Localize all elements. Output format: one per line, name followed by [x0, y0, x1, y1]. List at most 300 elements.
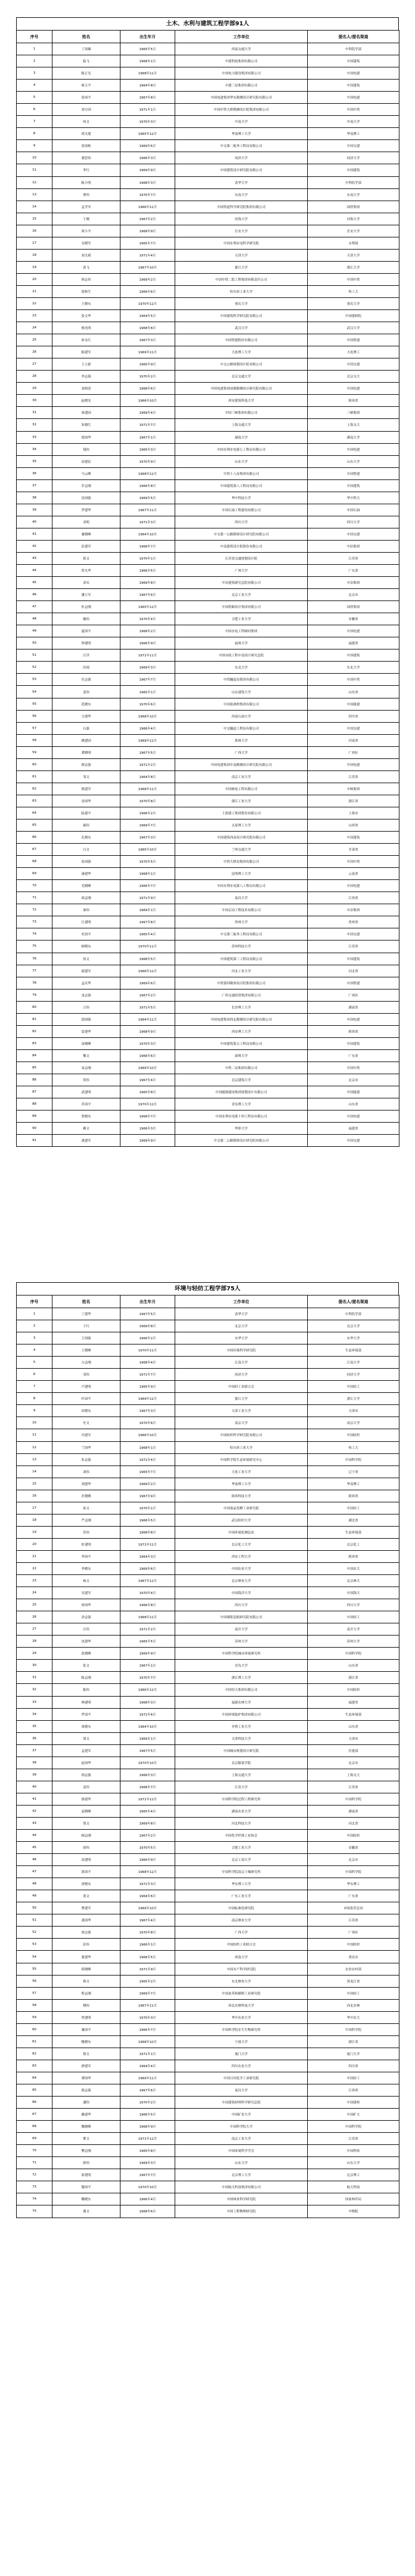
table-row — [17, 1332, 399, 1344]
table-row — [17, 1538, 399, 1550]
cell-index: 27 — [17, 358, 52, 371]
cell-name: 黄飞 — [52, 261, 120, 273]
cell-name: 冀文 — [52, 2205, 120, 2218]
cell-employer: 北京交通大学 — [175, 371, 308, 383]
cell-index: 59 — [17, 746, 52, 758]
table-row — [17, 2205, 399, 2218]
table-row — [17, 940, 399, 953]
cell-employer: 南京工业大学 — [175, 2133, 308, 2145]
cell-index: 9 — [17, 140, 52, 152]
cell-employer: 四川农业大学 — [175, 2060, 308, 2072]
cell-index: 40 — [17, 516, 52, 528]
cell-name: 蔡文 — [52, 2048, 120, 2060]
table-row — [17, 2193, 399, 2205]
cell-employer: 福建农林大学 — [175, 1696, 308, 1708]
cell-index: 2 — [17, 1320, 52, 1332]
cell-birth-date: 1970年11月 — [120, 1344, 175, 1357]
cell-employer: 中国核电工程有限公司 — [175, 783, 308, 795]
cell-index: 65 — [17, 819, 52, 832]
cell-nominator: 广西区 — [308, 1927, 399, 1939]
column-header-name: 姓名 — [52, 31, 120, 43]
section-civil-engineering — [16, 17, 399, 1147]
cell-nominator: 国家林草局 — [308, 2193, 399, 2205]
cell-name: 董思伟 — [52, 152, 120, 164]
cell-birth-date: 1964年8月 — [120, 770, 175, 783]
cell-birth-date: 1966年4月 — [120, 722, 175, 734]
cell-birth-date: 1967年5月 — [120, 746, 175, 758]
cell-index: 70 — [17, 2145, 52, 2157]
table-row — [17, 92, 399, 104]
cell-name: 樊志刚 — [52, 2145, 120, 2157]
cell-name: 朱晓红 — [52, 419, 120, 431]
cell-index: 72 — [17, 904, 52, 916]
cell-nominator: 中国纺织 — [308, 1429, 399, 1441]
table-row — [17, 1062, 399, 1074]
table-row — [17, 832, 399, 844]
cell-employer: 武汉纺织大学 — [175, 1514, 308, 1526]
cell-employer: 同济大学 — [175, 1369, 308, 1381]
cell-nominator: 中国中铁 — [308, 1062, 399, 1074]
cell-employer: 华东理工大学 — [175, 1878, 308, 1890]
cell-employer: 中铁大桥局集团有限公司 — [175, 856, 308, 868]
cell-employer: 宁波大学 — [175, 2035, 308, 2048]
cell-index: 57 — [17, 1987, 52, 1999]
table-row — [17, 297, 399, 309]
table-row — [17, 965, 399, 977]
cell-employer: 北京理工大学 — [175, 2169, 308, 2181]
cell-birth-date: 1970年6月 — [120, 698, 175, 710]
cell-birth-date: 1966年8月 — [120, 1599, 175, 1611]
cell-employer: 中国环境保护集团有限公司 — [175, 1708, 308, 1720]
cell-employer: 中国轻工业联合会 — [175, 1381, 308, 1393]
cell-employer: 中国电建集团中南勘测设计研究院有限公司 — [175, 758, 308, 770]
table-row — [17, 1696, 399, 1708]
cell-index: 46 — [17, 1854, 52, 1866]
cell-employer: 北京服装学院 — [175, 1757, 308, 1769]
cell-name: 邵建军 — [52, 965, 120, 977]
cell-birth-date: 1969年6月 — [120, 1562, 175, 1574]
cell-nominator: 生态环境部 — [308, 1344, 399, 1357]
cell-birth-date: 1969年10月 — [120, 1902, 175, 1914]
cell-index: 75 — [17, 940, 52, 953]
cell-birth-date: 1969年10月 — [120, 1062, 175, 1074]
cell-index: 32 — [17, 1684, 52, 1696]
cell-name: 穆国平 — [52, 2181, 120, 2193]
table-row — [17, 1429, 399, 1441]
cell-birth-date: 1968年8月 — [120, 322, 175, 334]
table-row — [17, 2133, 399, 2145]
cell-name: 陈正光 — [52, 67, 120, 80]
cell-index: 69 — [17, 2133, 52, 2145]
cell-nominator: 中科院学部 — [308, 43, 399, 55]
cell-index: 27 — [17, 1623, 52, 1636]
cell-nominator: 中国建筑 — [308, 832, 399, 844]
cell-nominator: 四川大学 — [308, 1599, 399, 1611]
table-row — [17, 1720, 399, 1732]
cell-name: 方志刚 — [52, 1357, 120, 1369]
cell-name: 周建国 — [52, 407, 120, 419]
cell-index: 17 — [17, 237, 52, 249]
cell-employer: 中国建筑第五工程局有限公司 — [175, 1037, 308, 1049]
table-row — [17, 601, 399, 613]
cell-employer: 中国石油工程建设有限公司 — [175, 504, 308, 516]
table-row — [17, 322, 399, 334]
cell-birth-date: 1967年9月 — [120, 1490, 175, 1502]
cell-name: 谢晓峰 — [52, 528, 120, 540]
cell-index: 6 — [17, 1369, 52, 1381]
cell-nominator: 中国交建 — [308, 722, 399, 734]
cell-employer: 中国京冶工程技术有限公司 — [175, 904, 308, 916]
cell-name: 韩志伟 — [52, 273, 120, 285]
cell-nominator: 华中科大 — [308, 492, 399, 504]
cell-name: 张国栋 — [52, 140, 120, 152]
cell-employer: 中铁第四勘察设计院集团有限公司 — [175, 977, 308, 989]
cell-index: 26 — [17, 1611, 52, 1623]
cell-nominator: 生态环境部 — [308, 1708, 399, 1720]
table-row — [17, 1599, 399, 1611]
cell-name: 康建华 — [52, 868, 120, 880]
cell-nominator: 陕西省 — [308, 1490, 399, 1502]
cell-nominator: 山东省 — [308, 1720, 399, 1732]
cell-index: 33 — [17, 1696, 52, 1708]
cell-employer: 西安工程大学 — [175, 1550, 308, 1562]
cell-nominator: 重庆市 — [308, 1951, 399, 1963]
cell-employer: 中国中铁大桥勘测设计院集团有限公司 — [175, 104, 308, 116]
cell-employer: 中交隧道工程局有限公司 — [175, 722, 308, 734]
cell-employer: 天津大学 — [175, 249, 308, 261]
table-row — [17, 443, 399, 455]
cell-name: 沈建华 — [52, 1636, 120, 1648]
cell-name: 曹伟 — [52, 188, 120, 201]
cell-index: 41 — [17, 1793, 52, 1805]
cell-nominator: 福建省 — [308, 1696, 399, 1708]
cell-birth-date: 1970年11月 — [120, 940, 175, 953]
cell-nominator: 三峡集团 — [308, 407, 399, 419]
cell-index: 64 — [17, 2072, 52, 2084]
cell-name: 贺晓东 — [52, 1111, 120, 1123]
cell-nominator: 哈工大 — [308, 1441, 399, 1453]
cell-nominator: 山东省 — [308, 1098, 399, 1111]
cell-nominator: 东华大学 — [308, 1332, 399, 1344]
cell-index: 42 — [17, 1805, 52, 1817]
table-row — [17, 237, 399, 249]
cell-birth-date: 1970年7月 — [120, 1672, 175, 1684]
table-row — [17, 2181, 399, 2193]
table-row — [17, 1025, 399, 1037]
cell-name: 夏国平 — [52, 625, 120, 637]
cell-index: 45 — [17, 577, 52, 589]
cell-birth-date: 1970年7月 — [120, 188, 175, 201]
cell-index: 62 — [17, 2048, 52, 2060]
cell-name: 鲍晓东 — [52, 2035, 120, 2048]
table-row — [17, 662, 399, 674]
cell-employer: 中国建筑材料科学研究总院 — [175, 2097, 308, 2109]
cell-name: 韩文 — [52, 1975, 120, 1987]
table-row — [17, 492, 399, 504]
cell-birth-date: 1967年4月 — [120, 1914, 175, 1927]
table-row — [17, 565, 399, 577]
table-row — [17, 1575, 399, 1587]
cell-index: 29 — [17, 383, 52, 395]
cell-birth-date: 1971年9月 — [120, 892, 175, 904]
cell-employer: 上海交通大学 — [175, 1769, 308, 1781]
table-row — [17, 249, 399, 261]
cell-nominator: 中国纺织 — [308, 1939, 399, 1951]
table-row — [17, 1587, 399, 1599]
cell-index: 8 — [17, 128, 52, 140]
cell-nominator: 国铁集团 — [308, 201, 399, 213]
cell-employer: 广西交通投资集团有限公司 — [175, 989, 308, 1001]
cell-nominator: 浙江省 — [308, 2035, 399, 2048]
cell-name: 贾文 — [52, 1817, 120, 1829]
cell-birth-date: 1970年10月 — [120, 1757, 175, 1769]
cell-nominator: 江苏省 — [308, 1914, 399, 1927]
table-row — [17, 1999, 399, 2011]
table-row — [17, 698, 399, 710]
table-row — [17, 1854, 399, 1866]
table-row — [17, 1478, 399, 1490]
cell-nominator: 广东省 — [308, 1890, 399, 1902]
cell-birth-date: 1971年2月 — [120, 1623, 175, 1636]
cell-employer: 合肥工业大学 — [175, 613, 308, 625]
cell-birth-date: 1965年5月 — [120, 1636, 175, 1648]
table-row — [17, 649, 399, 662]
table-row — [17, 346, 399, 358]
cell-employer: 浙江理工大学 — [175, 1672, 308, 1684]
cell-nominator: 江苏省 — [308, 940, 399, 953]
cell-birth-date: 1970年5月 — [120, 1842, 175, 1854]
cell-index: 53 — [17, 674, 52, 686]
cell-index: 61 — [17, 2035, 52, 2048]
column-header-nominator: 提名人/提名渠道 — [308, 1295, 399, 1308]
cell-birth-date: 1971年7月 — [120, 1369, 175, 1381]
cell-nominator: 河北省 — [308, 1817, 399, 1829]
table-row — [17, 844, 399, 856]
cell-employer: 中国科学院南京土壤研究所 — [175, 1866, 308, 1878]
cell-birth-date: 1971年1月 — [120, 2048, 175, 2060]
cell-name: 卢建明 — [52, 1381, 120, 1393]
cell-employer: 湖南农业大学 — [175, 1805, 308, 1817]
cell-employer: 合肥工业大学 — [175, 1842, 308, 1854]
cell-name: 李志强 — [52, 371, 120, 383]
cell-employer: 西南大学 — [175, 1951, 308, 1963]
table-row — [17, 334, 399, 346]
cell-index: 72 — [17, 2169, 52, 2181]
cell-employer: 东北林业大学 — [175, 1975, 308, 1987]
cell-nominator: 河南省 — [308, 734, 399, 746]
cell-name: 孟庆华 — [52, 977, 120, 989]
table-row — [17, 467, 399, 479]
cell-employer: 中国海洋大学 — [175, 1587, 308, 1599]
cell-employer: 中交第一公路勘察设计研究院有限公司 — [175, 528, 308, 540]
cell-employer: 同济大学 — [175, 152, 308, 164]
table-row — [17, 770, 399, 783]
cell-birth-date: 1971年7月 — [120, 419, 175, 431]
table-row — [17, 1732, 399, 1744]
cell-name: 周小平 — [52, 225, 120, 237]
cell-birth-date: 1966年9月 — [120, 637, 175, 649]
cell-nominator: 航天科技 — [308, 2181, 399, 2193]
cell-index: 44 — [17, 1830, 52, 1842]
cell-employer: 广州大学 — [175, 565, 308, 577]
cell-name: 丁国雄 — [52, 43, 120, 55]
cell-birth-date: 1965年5月 — [120, 43, 175, 55]
cell-birth-date: 1966年2月 — [120, 807, 175, 819]
cell-birth-date: 1969年12月 — [120, 734, 175, 746]
cell-name: 陈小明 — [52, 176, 120, 188]
cell-name: 高建明 — [52, 1854, 120, 1866]
cell-birth-date: 1965年12月 — [120, 128, 175, 140]
cell-name: 吴建军 — [52, 1587, 120, 1599]
table-row — [17, 140, 399, 152]
cell-employer: 中铁二局集团有限公司 — [175, 1062, 308, 1074]
cell-index: 43 — [17, 1817, 52, 1829]
cell-nominator: 陕西省 — [308, 1550, 399, 1562]
cell-birth-date: 1968年7月 — [120, 1111, 175, 1123]
cell-employer: 中交公路规划设计院有限公司 — [175, 358, 308, 371]
cell-name: 刘建华 — [52, 1478, 120, 1490]
cell-employer: 华中农业大学 — [175, 2011, 308, 2023]
cell-birth-date: 1966年6月 — [120, 1049, 175, 1062]
cell-birth-date: 1966年10月 — [120, 395, 175, 407]
cell-birth-date: 1969年8月 — [120, 1817, 175, 1829]
table-row — [17, 516, 399, 528]
table-row — [17, 674, 399, 686]
cell-nominator: 中国石油 — [308, 504, 399, 516]
cell-index: 85 — [17, 1062, 52, 1074]
cell-index: 13 — [17, 1453, 52, 1465]
cell-employer: 上海建工集团股份有限公司 — [175, 807, 308, 819]
cell-birth-date: 1967年3月 — [120, 1405, 175, 1417]
table-row — [17, 395, 399, 407]
cell-employer: 苏州科技大学 — [175, 940, 308, 953]
cell-birth-date: 1967年2月 — [120, 213, 175, 225]
cell-name: 石磊 — [52, 722, 120, 734]
cell-birth-date: 1967年8月 — [120, 92, 175, 104]
cell-name: 汪伟 — [52, 1623, 120, 1636]
table-row — [17, 1939, 399, 1951]
cell-name: 杜志刚 — [52, 601, 120, 613]
cell-birth-date: 1965年2月 — [120, 1975, 175, 1987]
table-row — [17, 1842, 399, 1854]
table-row — [17, 1465, 399, 1478]
cell-birth-date: 1971年3月 — [120, 1878, 175, 1890]
cell-nominator: 浙江省 — [308, 795, 399, 807]
cell-employer: 齐鲁工业大学 — [175, 1720, 308, 1732]
cell-birth-date: 1967年5月 — [120, 1308, 175, 1320]
table-row — [17, 1769, 399, 1781]
cell-employer: 北京大学 — [175, 1320, 308, 1332]
cell-name: 胡志强 — [52, 1769, 120, 1781]
cell-employer: 中国日用化学工业研究院 — [175, 2072, 308, 2084]
table-row — [17, 67, 399, 80]
cell-birth-date: 1968年6月 — [120, 2205, 175, 2218]
cell-index: 81 — [17, 1013, 52, 1025]
cell-nominator: 广西区 — [308, 746, 399, 758]
cell-index: 26 — [17, 346, 52, 358]
cell-employer: 中冶建筑研究总院有限公司 — [175, 577, 308, 589]
cell-name: 史文 — [52, 1417, 120, 1429]
cell-nominator: 广西区 — [308, 989, 399, 1001]
cell-employer: 中国环境监测总站 — [175, 1526, 308, 1538]
table-row — [17, 116, 399, 128]
cell-nominator: 山东省 — [308, 686, 399, 698]
cell-nominator: 中国建筑 — [308, 1037, 399, 1049]
cell-name: 顾志刚 — [52, 1830, 120, 1842]
cell-nominator: 北京林大 — [308, 1575, 399, 1587]
table-row — [17, 1987, 399, 1999]
cell-name: 张文华 — [52, 310, 120, 322]
cell-index: 62 — [17, 783, 52, 795]
cell-name: 许晓峰 — [52, 1490, 120, 1502]
table-row — [17, 2084, 399, 2097]
table-row — [17, 455, 399, 467]
table-row — [17, 1074, 399, 1086]
cell-index: 64 — [17, 807, 52, 819]
cell-nominator: 中国建筑 — [308, 80, 399, 92]
cell-birth-date: 1971年11月 — [120, 1538, 175, 1550]
cell-nominator: 中国建筑 — [308, 953, 399, 965]
cell-nominator: 中国中铁 — [308, 856, 399, 868]
cell-nominator: 中国中铁 — [308, 674, 399, 686]
table-row — [17, 758, 399, 770]
cell-name: 兰国华 — [52, 1441, 120, 1453]
cell-birth-date: 1966年12月 — [120, 965, 175, 977]
cell-birth-date: 1965年4月 — [120, 1805, 175, 1817]
cell-name: 田晓东 — [52, 1405, 120, 1417]
table-row — [17, 128, 399, 140]
cell-name: 崔国强 — [52, 856, 120, 868]
cell-nominator: 北京市 — [308, 1074, 399, 1086]
cell-birth-date: 1966年8月 — [120, 479, 175, 492]
cell-employer: 中国建筑科学研究院有限公司 — [175, 310, 308, 322]
cell-name: 谭国华 — [52, 2072, 120, 2084]
cell-birth-date: 1968年6月 — [120, 383, 175, 395]
cell-nominator: 中国电建 — [308, 443, 399, 455]
table-row — [17, 1757, 399, 1769]
cell-name: 黄文 — [52, 1890, 120, 1902]
cell-index: 49 — [17, 1890, 52, 1902]
cell-name: 胡文建 — [52, 128, 120, 140]
table-row — [17, 273, 399, 285]
table-row — [17, 1623, 399, 1636]
cell-index: 9 — [17, 1405, 52, 1417]
cell-birth-date: 1970年1月 — [120, 552, 175, 564]
cell-name: 钟建明 — [52, 637, 120, 649]
cell-index: 77 — [17, 965, 52, 977]
cell-name: 魏晓峰 — [52, 2121, 120, 2133]
cell-index: 66 — [17, 2097, 52, 2109]
cell-employer: 中铁十八局集团有限公司 — [175, 467, 308, 479]
cell-index: 38 — [17, 492, 52, 504]
cell-nominator: 四川省 — [308, 2060, 399, 2072]
cell-index: 68 — [17, 856, 52, 868]
cell-birth-date: 1965年1月 — [120, 686, 175, 698]
cell-name: 汤晓峰 — [52, 1037, 120, 1049]
table-row — [17, 637, 399, 649]
cell-index: 54 — [17, 1951, 52, 1963]
table-row — [17, 1648, 399, 1660]
cell-birth-date: 1966年6月 — [120, 285, 175, 297]
cell-birth-date: 1970年2月 — [120, 371, 175, 383]
cell-nominator: 中国电建 — [308, 92, 399, 104]
cell-name: 任志强 — [52, 674, 120, 686]
cell-employer: 中国农业大学 — [175, 1562, 308, 1574]
cell-nominator: 长安大学 — [308, 225, 399, 237]
cell-birth-date: 1966年3月 — [120, 152, 175, 164]
cell-name: 杨光明 — [52, 322, 120, 334]
cell-name: 易志刚 — [52, 1062, 120, 1074]
